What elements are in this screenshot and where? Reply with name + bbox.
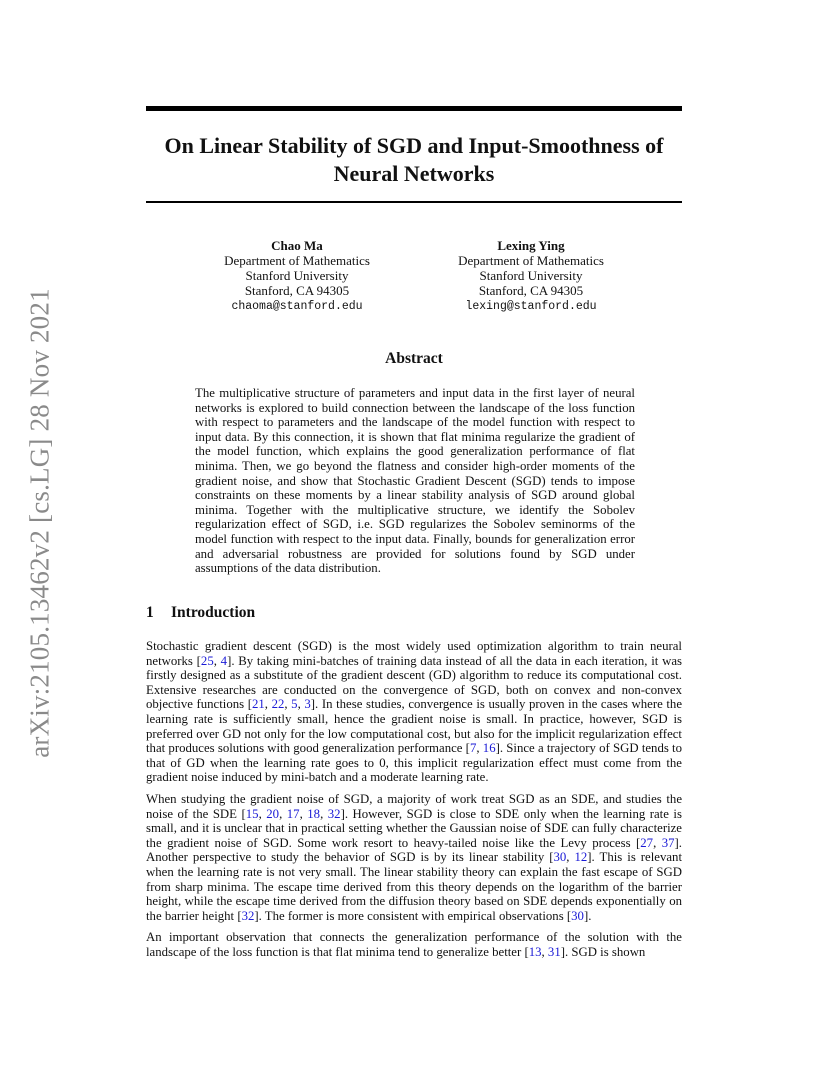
citation-link[interactable]: 3 — [304, 697, 311, 712]
paragraph-text: ]. Another perspective to study the behavior of SGD is by its linear stability [ — [146, 835, 682, 865]
author-block-2 — [431, 238, 631, 314]
paragraph-text: ]. SGD is shown — [560, 944, 646, 959]
paragraph-text: An important observation that connects the generalization performance of the solution with the landscape of the loss function is that flat minima tend to generalize better [ — [146, 930, 682, 959]
citation-link[interactable]: 17 — [286, 806, 300, 821]
paragraph-text: , — [541, 944, 548, 959]
title-bottom-rule — [146, 201, 682, 203]
paragraph-text: , — [653, 835, 662, 850]
author-email: chaoma@stanford.edu — [231, 300, 363, 313]
citation-link[interactable]: 27 — [640, 835, 654, 850]
citation-link[interactable]: 16 — [482, 741, 496, 756]
section-number: 1 — [146, 604, 154, 621]
author-university: Stanford University — [479, 268, 583, 283]
paragraph-text: ]. This is relevant when the learning rate is not very small. The linear stability theory can explain the fast escape of SGD from sharp minima. The escape time derived from this theory depends on the logarithm of the barrier height, while the escape time derived from the diffusion theory based on SDE depends exponentially on the barrier height [ — [146, 850, 682, 923]
author-department: Department of Mathematics — [224, 253, 370, 268]
citation-link[interactable]: 22 — [271, 697, 285, 712]
citation-link[interactable]: 12 — [574, 850, 588, 865]
paragraph-text: Stochastic gradient descent (SGD) is the most widely used optimization algorithm to train neural networks [ — [146, 639, 682, 668]
paragraph-text: ]. By taking mini-batches of training data instead of all the data in each iteration, it was firstly designed as a substitute of the gradient descent (GD) algorithm to reduce its computational cost. Extensive researches are conducted on the convergence of SGD, both on convex and non-convex objective functions [ — [146, 653, 682, 712]
author-block-1 — [197, 238, 397, 314]
citation-link[interactable]: 4 — [220, 653, 228, 668]
citation-link[interactable]: 30 — [571, 908, 584, 923]
paragraph-text: , — [320, 806, 328, 821]
paragraph-text: , — [264, 697, 272, 712]
author-address: Stanford, CA 94305 — [244, 283, 350, 298]
author-name: Lexing Ying — [497, 238, 565, 253]
paragraph-text: , — [297, 697, 305, 712]
paragraph-text: , — [299, 806, 308, 821]
paragraph-text: , — [566, 850, 575, 865]
paragraph-text: , — [258, 806, 267, 821]
author-university: Stanford University — [245, 268, 349, 283]
citation-link[interactable]: 21 — [251, 697, 265, 712]
citation-link[interactable]: 18 — [307, 806, 321, 821]
introduction-paragraph — [146, 792, 682, 923]
paragraph-text: , — [476, 741, 483, 756]
introduction-body — [146, 639, 682, 966]
citation-link[interactable]: 32 — [327, 806, 341, 821]
abstract-text: The multiplicative structure of parameters and input data in the first layer of neural networks is explored to build connection between the landscape of the loss function with respect to parameters and the landscape of the model function with respect to input data. By this connection, it is shown that flat minima regularize the gradient of the model function, which explains the good generalization performance of flat minima. Then, we go beyond the flatness and consider high-order moments of the gradient noise, and show that Stochastic Gradient Descent (SGD) tends to impose constraints on these moments by a linear stability analysis of SGD around global minima. Together with the multiplicative structure, we identify the Sobolev regularization effect of SGD, i.e. SGD regularizes the Sobolev seminorms of the model function with respect to the input data. Finally, bounds for generalization error and adversarial robustness are provided for solutions found by SGD under assumptions of the data distribution. — [195, 386, 635, 576]
citation-link[interactable]: 31 — [547, 944, 561, 959]
paragraph-text: When studying the gradient noise of SGD, a majority of work treat SGD as an SDE, and studies the noise of the SDE [ — [146, 791, 682, 821]
paragraph-text: ]. Since a trajectory of SGD tends to that of GD when the learning rate goes to 0, this implicit regularization effect must come from the gradient noise induced by mini-batch and a moderate learning rate. — [146, 741, 683, 785]
citation-link[interactable]: 15 — [245, 806, 259, 821]
author-email: lexing@stanford.edu — [465, 300, 597, 313]
paper-title: On Linear Stability of SGD and Input-Smoothness of Neural Networks — [164, 133, 664, 186]
section-heading-introduction — [146, 604, 255, 622]
author-address: Stanford, CA 94305 — [478, 283, 584, 298]
citation-link[interactable]: 25 — [200, 653, 214, 668]
paragraph-text: ]. — [583, 908, 592, 923]
paragraph-text: , — [213, 653, 221, 668]
arxiv-identifier-stamp: arXiv:2105.13462v2 [cs.LG] 28 Nov 2021 — [24, 288, 55, 758]
author-name: Chao Ma — [271, 238, 323, 253]
citation-link[interactable]: 32 — [241, 908, 255, 923]
citation-link[interactable]: 7 — [469, 741, 477, 756]
paragraph-text: , — [284, 697, 292, 712]
paragraph-text: , — [279, 806, 287, 821]
citation-link[interactable]: 30 — [553, 850, 567, 865]
citation-link[interactable]: 5 — [291, 697, 298, 712]
abstract-heading: Abstract — [385, 350, 443, 367]
citation-link[interactable]: 37 — [661, 835, 675, 850]
citation-link[interactable]: 13 — [528, 944, 542, 959]
citation-link[interactable]: 20 — [266, 806, 280, 821]
author-department: Department of Mathematics — [458, 253, 604, 268]
paragraph-text: ]. The former is more consistent with empirical observations [ — [254, 908, 572, 923]
introduction-paragraph — [146, 930, 682, 959]
introduction-paragraph — [146, 639, 682, 785]
title-top-rule — [146, 106, 682, 111]
paragraph-text: ]. However, SGD is close to SDE only when the learning rate is small, and it is unclear that in practical setting whether the Gaussian noise of SDE can fully characterize the gradient noise of SGD. Some work resort to heavy-tailed noise like the Levy process [ — [146, 806, 682, 850]
paragraph-text: ]. In these studies, convergence is usually proven in the cases where the learning rate is sufficiently small, hence the gradient noise is small. In practice, however, SGD is preferred over GD not only for the low computational cost, but also for the implicit regularization effect that produces solutions with good generalization performance [ — [146, 697, 682, 756]
section-title: Introduction — [171, 604, 256, 621]
